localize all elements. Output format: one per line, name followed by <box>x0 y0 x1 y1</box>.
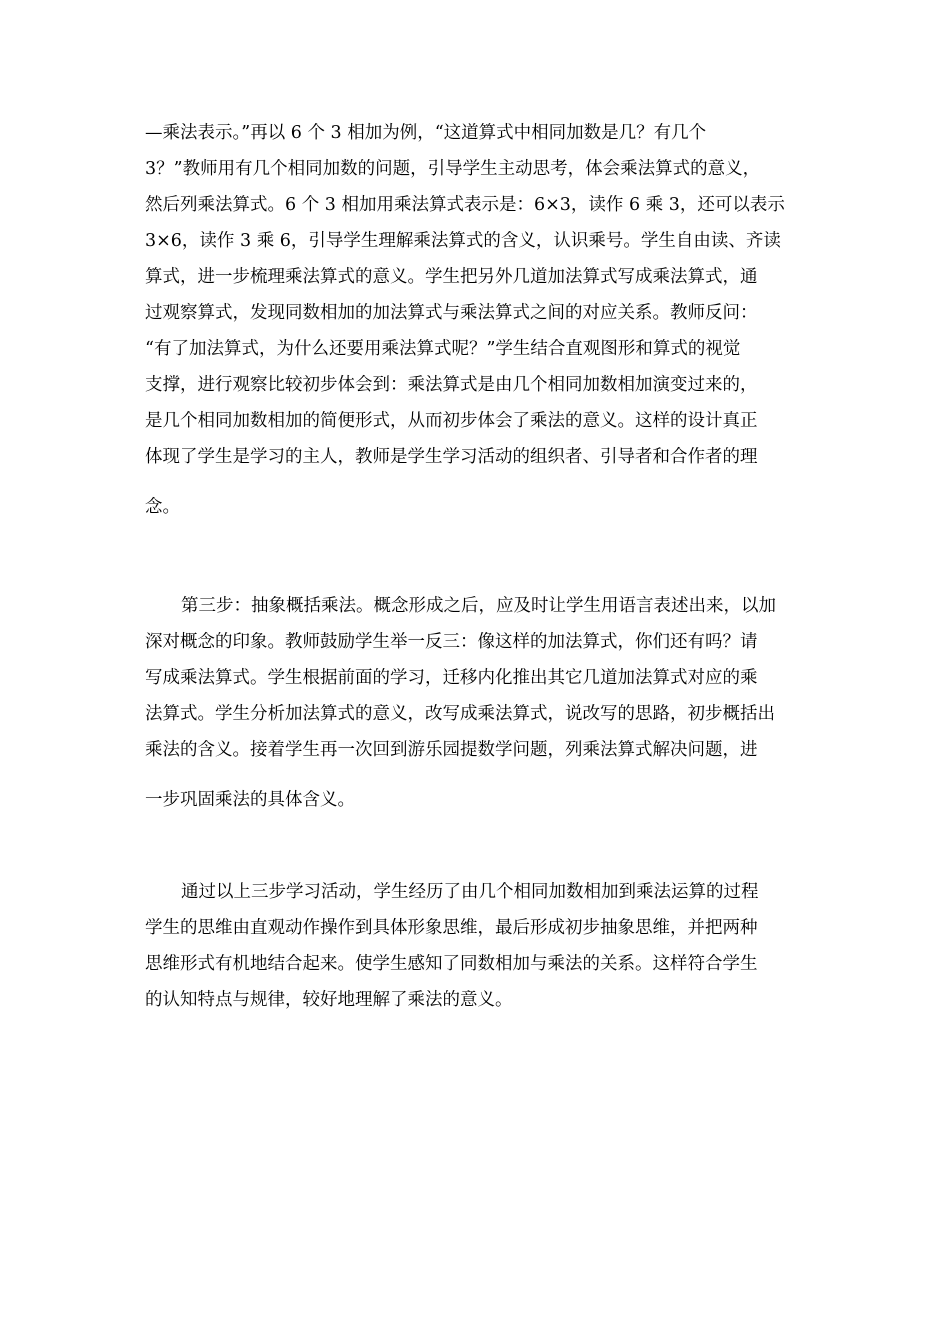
paragraph-1 <box>145 115 815 525</box>
text-line: —乘法表示。”再以 6 个 3 相加为例，“这道算式中相同加数是几？有几个 <box>145 123 707 143</box>
text-line: “有了加法算式，为什么还要用乘法算式呢？”学生结合直观图形和算式的视觉 <box>145 339 741 359</box>
text-line: 的认知特点与规律，较好地理解了乘法的意义。 <box>145 990 513 1010</box>
text-line: 思维形式有机地结合起来。使学生感知了同数相加与乘法的关系。这样符合学生 <box>145 954 758 974</box>
text-line: 通过以上三步学习活动，学生经历了由几个相同加数相加到乘法运算的过程 <box>181 882 759 902</box>
paragraph-2 <box>145 588 815 818</box>
text-line: 第三步：抽象概括乘法。概念形成之后，应及时让学生用语言表述出来，以加 <box>181 596 776 616</box>
text-line: 深对概念的印象。教师鼓励学生举一反三：像这样的加法算式，你们还有吗？请 <box>145 632 758 652</box>
text-line: 算式，进一步梳理乘法算式的意义。学生把另外几道加法算式写成乘法算式，通 <box>145 267 758 287</box>
paragraph-3 <box>145 874 815 1018</box>
text-line: 支撑，进行观察比较初步体会到：乘法算式是由几个相同加数相加演变过来的， <box>145 375 758 395</box>
text-line: 是几个相同加数相加的简便形式，从而初步体会了乘法的意义。这样的设计真正 <box>145 411 758 431</box>
text-line: 3？”教师用有几个相同加数的问题，引导学生主动思考，体会乘法算式的意义， <box>145 159 761 179</box>
text-line: 一步巩固乘法的具体含义。 <box>145 790 355 810</box>
text-line: 3×6，读作 3 乘 6，引导学生理解乘法算式的含义，认识乘号。学生自由读、齐读 <box>145 231 781 251</box>
text-line: 体现了学生是学习的主人，教师是学生学习活动的组织者、引导者和合作者的理 <box>145 447 758 467</box>
text-line: 乘法的含义。接着学生再一次回到游乐园提数学问题，列乘法算式解决问题，进 <box>145 740 758 760</box>
text-line: 念。 <box>145 497 180 517</box>
text-line: 写成乘法算式。学生根据前面的学习，迁移内化推出其它几道加法算式对应的乘 <box>145 668 758 688</box>
text-line: 然后列乘法算式。6 个 3 相加用乘法算式表示是：6×3，读作 6 乘 3，还可以表示 <box>145 195 785 215</box>
text-line: 过观察算式，发现同数相加的加法算式与乘法算式之间的对应关系。教师反问： <box>145 303 758 323</box>
text-line: 法算式。学生分析加法算式的意义，改写成乘法算式，说改写的思路，初步概括出 <box>145 704 775 724</box>
text-line: 学生的思维由直观动作操作到具体形象思维，最后形成初步抽象思维，并把两种 <box>145 918 758 938</box>
